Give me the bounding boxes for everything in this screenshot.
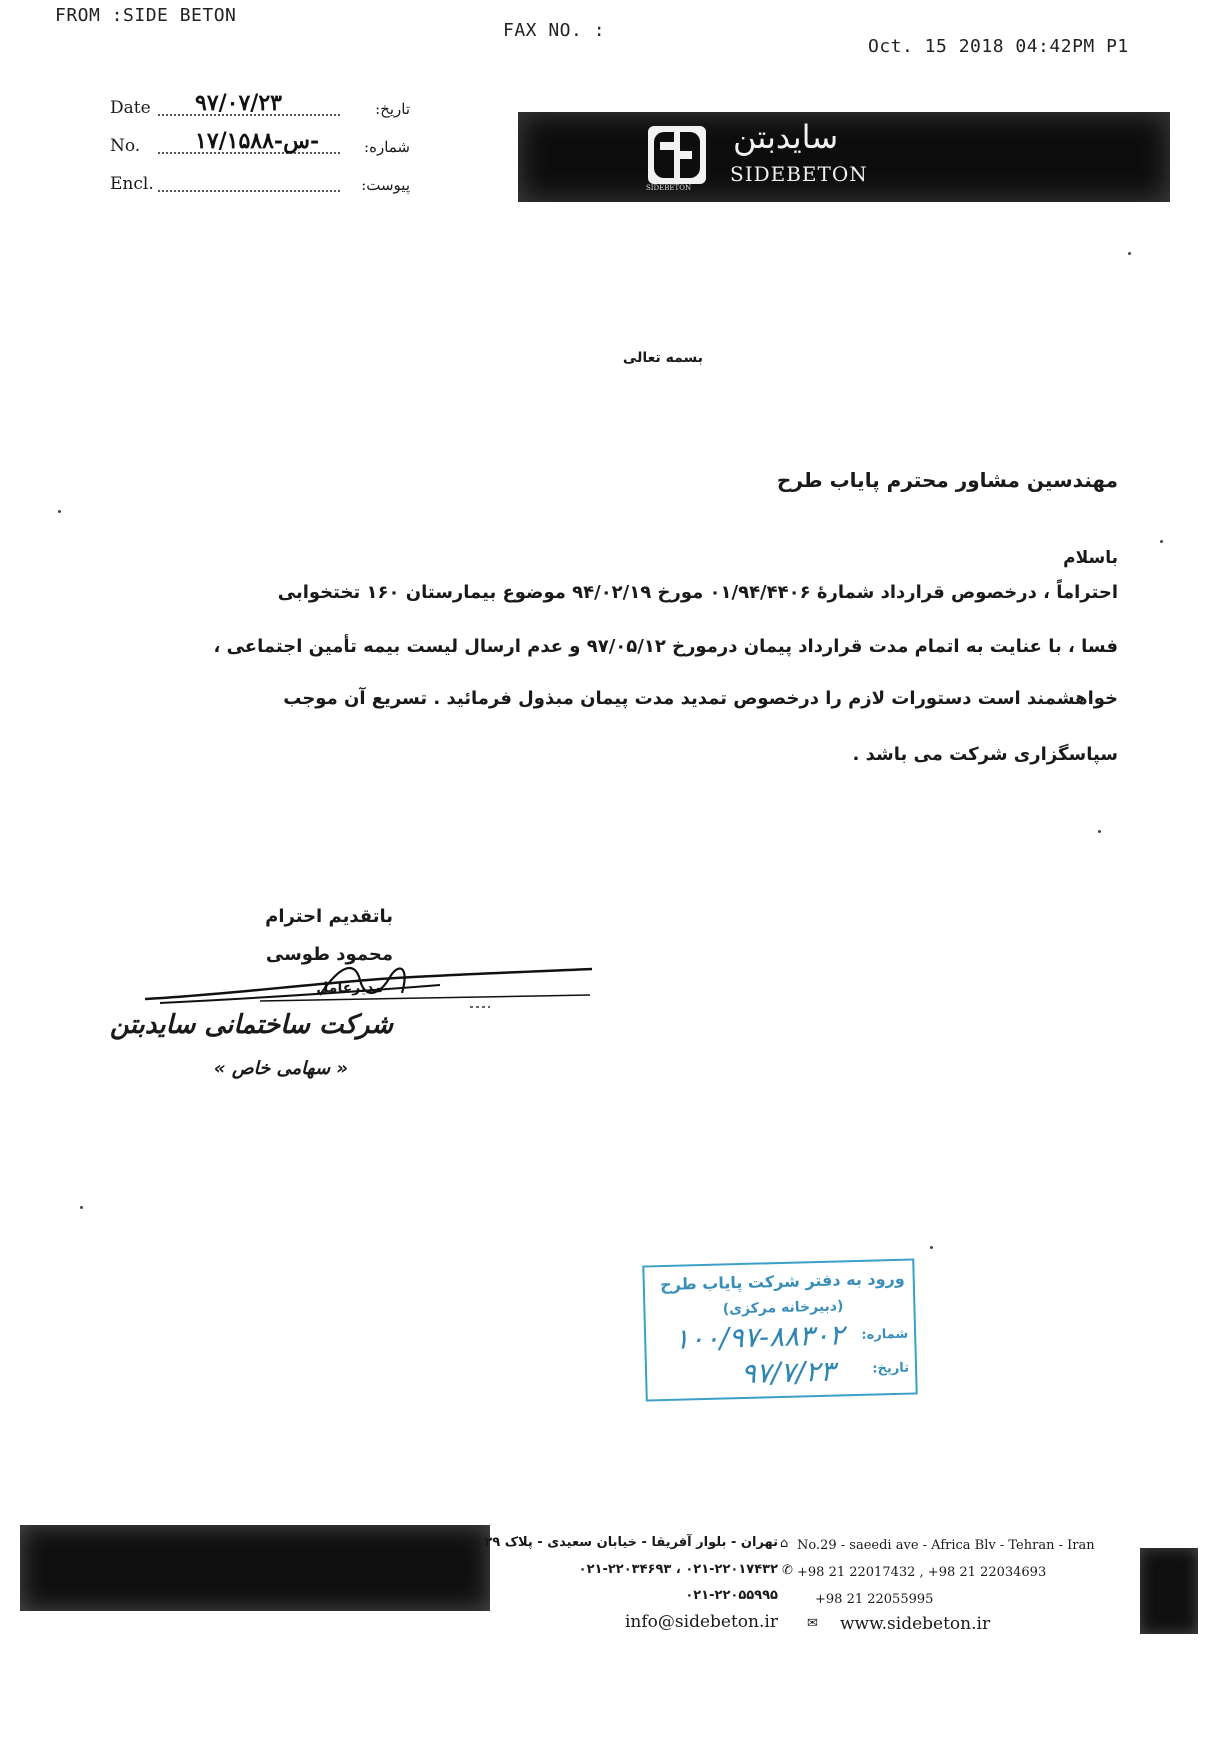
meta-enclosure-row <box>110 174 410 202</box>
stamp-date-label: تاریخ: <box>872 1360 910 1377</box>
enclosure-label-fa: پیوست: <box>361 176 410 194</box>
scan-speck <box>1160 540 1163 543</box>
number-label-fa: شماره: <box>364 138 410 156</box>
sidebeton-logo-icon <box>648 126 706 184</box>
stamp-title: ورود به دفتر شرکت پایاب طرح <box>659 1268 905 1295</box>
letter-body-line: فسا ، با عنایت به اتمام مدت قرارداد پیمان درمورخ ۹۷/۰۵/۱۲ و عدم ارسال لیست بیمه تأمین اجتماعی ، <box>213 636 1118 657</box>
number-value: ۱۷/۱۵۸۸-س- <box>195 128 320 154</box>
enclosure-label-en: Encl. <box>110 174 154 194</box>
scan-speck <box>1128 252 1131 255</box>
footer-fax-fa: ۰۲۱-۲۲۰۵۵۹۹۵ <box>685 1588 778 1603</box>
scan-speck <box>1098 830 1101 833</box>
logo-mark-caption: SIDEBETON <box>646 184 692 192</box>
phone-icon: ✆ <box>782 1563 793 1578</box>
logo-name-en: SIDEBETON <box>730 162 868 186</box>
signature-name: محمود طوسی <box>265 944 393 965</box>
fax-from: FROM :SIDE BETON <box>55 5 237 26</box>
signature-title: مدیرعامل <box>316 980 383 996</box>
letter-recipient: مهندسین مشاور محترم پایاب طرح <box>776 468 1118 492</box>
signature-closing: باتقدیم احترام <box>265 906 393 927</box>
stamp-date-value: ۹۷/۷/۲۳ <box>740 1354 836 1391</box>
scan-speck <box>80 1206 83 1209</box>
footer-fax-en: +98 21 22055995 <box>815 1592 934 1607</box>
footer-website[interactable]: www.sidebeton.ir <box>840 1614 991 1634</box>
meta-number-row <box>110 128 410 164</box>
footer-address-fa: تهران - بلوار آفریقا - خیابان سعیدی - پلاک ۲۹ <box>484 1535 778 1550</box>
mail-icon: ✉ <box>807 1616 818 1631</box>
letter-invocation: بسمه تعالی <box>622 350 703 366</box>
stamp-number-value: ۱۰۰/۹۷-۸۸۳۰۲ <box>673 1318 845 1356</box>
letter-greeting: باسلام <box>1063 548 1118 568</box>
scan-speck <box>930 1246 933 1249</box>
number-label-en: No. <box>110 136 141 156</box>
footer-email[interactable]: info@sidebeton.ir <box>625 1612 778 1632</box>
signature-company-stamp: شرکت ساختمانی سایدبتن <box>109 1010 393 1040</box>
date-value: ۹۷/۰۷/۲۳ <box>195 90 282 116</box>
footer-phone-fa: ۰۲۱-۲۲۰۳۴۶۹۳ ، ۰۲۱-۲۲۰۱۷۴۳۲ <box>578 1562 778 1577</box>
logo-name-fa: سایدبتن <box>733 118 839 156</box>
scan-speck <box>58 510 61 513</box>
signature-company-type: « سهامی خاص » <box>213 1058 348 1079</box>
fax-number-label: FAX NO. : <box>503 20 606 41</box>
meta-date-row <box>110 90 410 126</box>
footer-address-en: No.29 - saeedi ave - Africa Blv - Tehran - Iran <box>797 1538 1095 1553</box>
letter-body-line: خواهشمند است دستورات لازم را درخصوص تمدید مدت پیمان مبذول فرمائید . تسریع آن موجب <box>283 688 1118 709</box>
letter-body-line: سپاسگزاری شرکت می باشد . <box>852 744 1118 765</box>
letter-body-line: احتراماً ، درخصوص قرارداد شمارۀ ۰۱/۹۴/۴۴۰۶ مورخ ۹۴/۰۲/۱۹ موضوع بیمارستان ۱۶۰ تختخوابی <box>277 582 1118 603</box>
date-label-en: Date <box>110 98 151 118</box>
footer-dark-block <box>1140 1548 1198 1634</box>
enclosure-dotted-line <box>158 190 340 192</box>
stamp-number-label: شماره: <box>861 1326 909 1343</box>
footer-dark-bar <box>20 1525 490 1611</box>
home-icon: ⌂ <box>780 1536 789 1551</box>
stamp-subtitle: (دبیرخانه مرکزی) <box>722 1298 844 1318</box>
receipt-stamp <box>642 1258 917 1401</box>
letterhead-logo-bar <box>518 112 1170 202</box>
footer-phone-en: +98 21 22017432 , +98 21 22034693 <box>797 1565 1047 1580</box>
fax-datetime: Oct. 15 2018 04:42PM P1 <box>868 36 1129 57</box>
date-label-fa: تاریخ: <box>375 100 410 118</box>
